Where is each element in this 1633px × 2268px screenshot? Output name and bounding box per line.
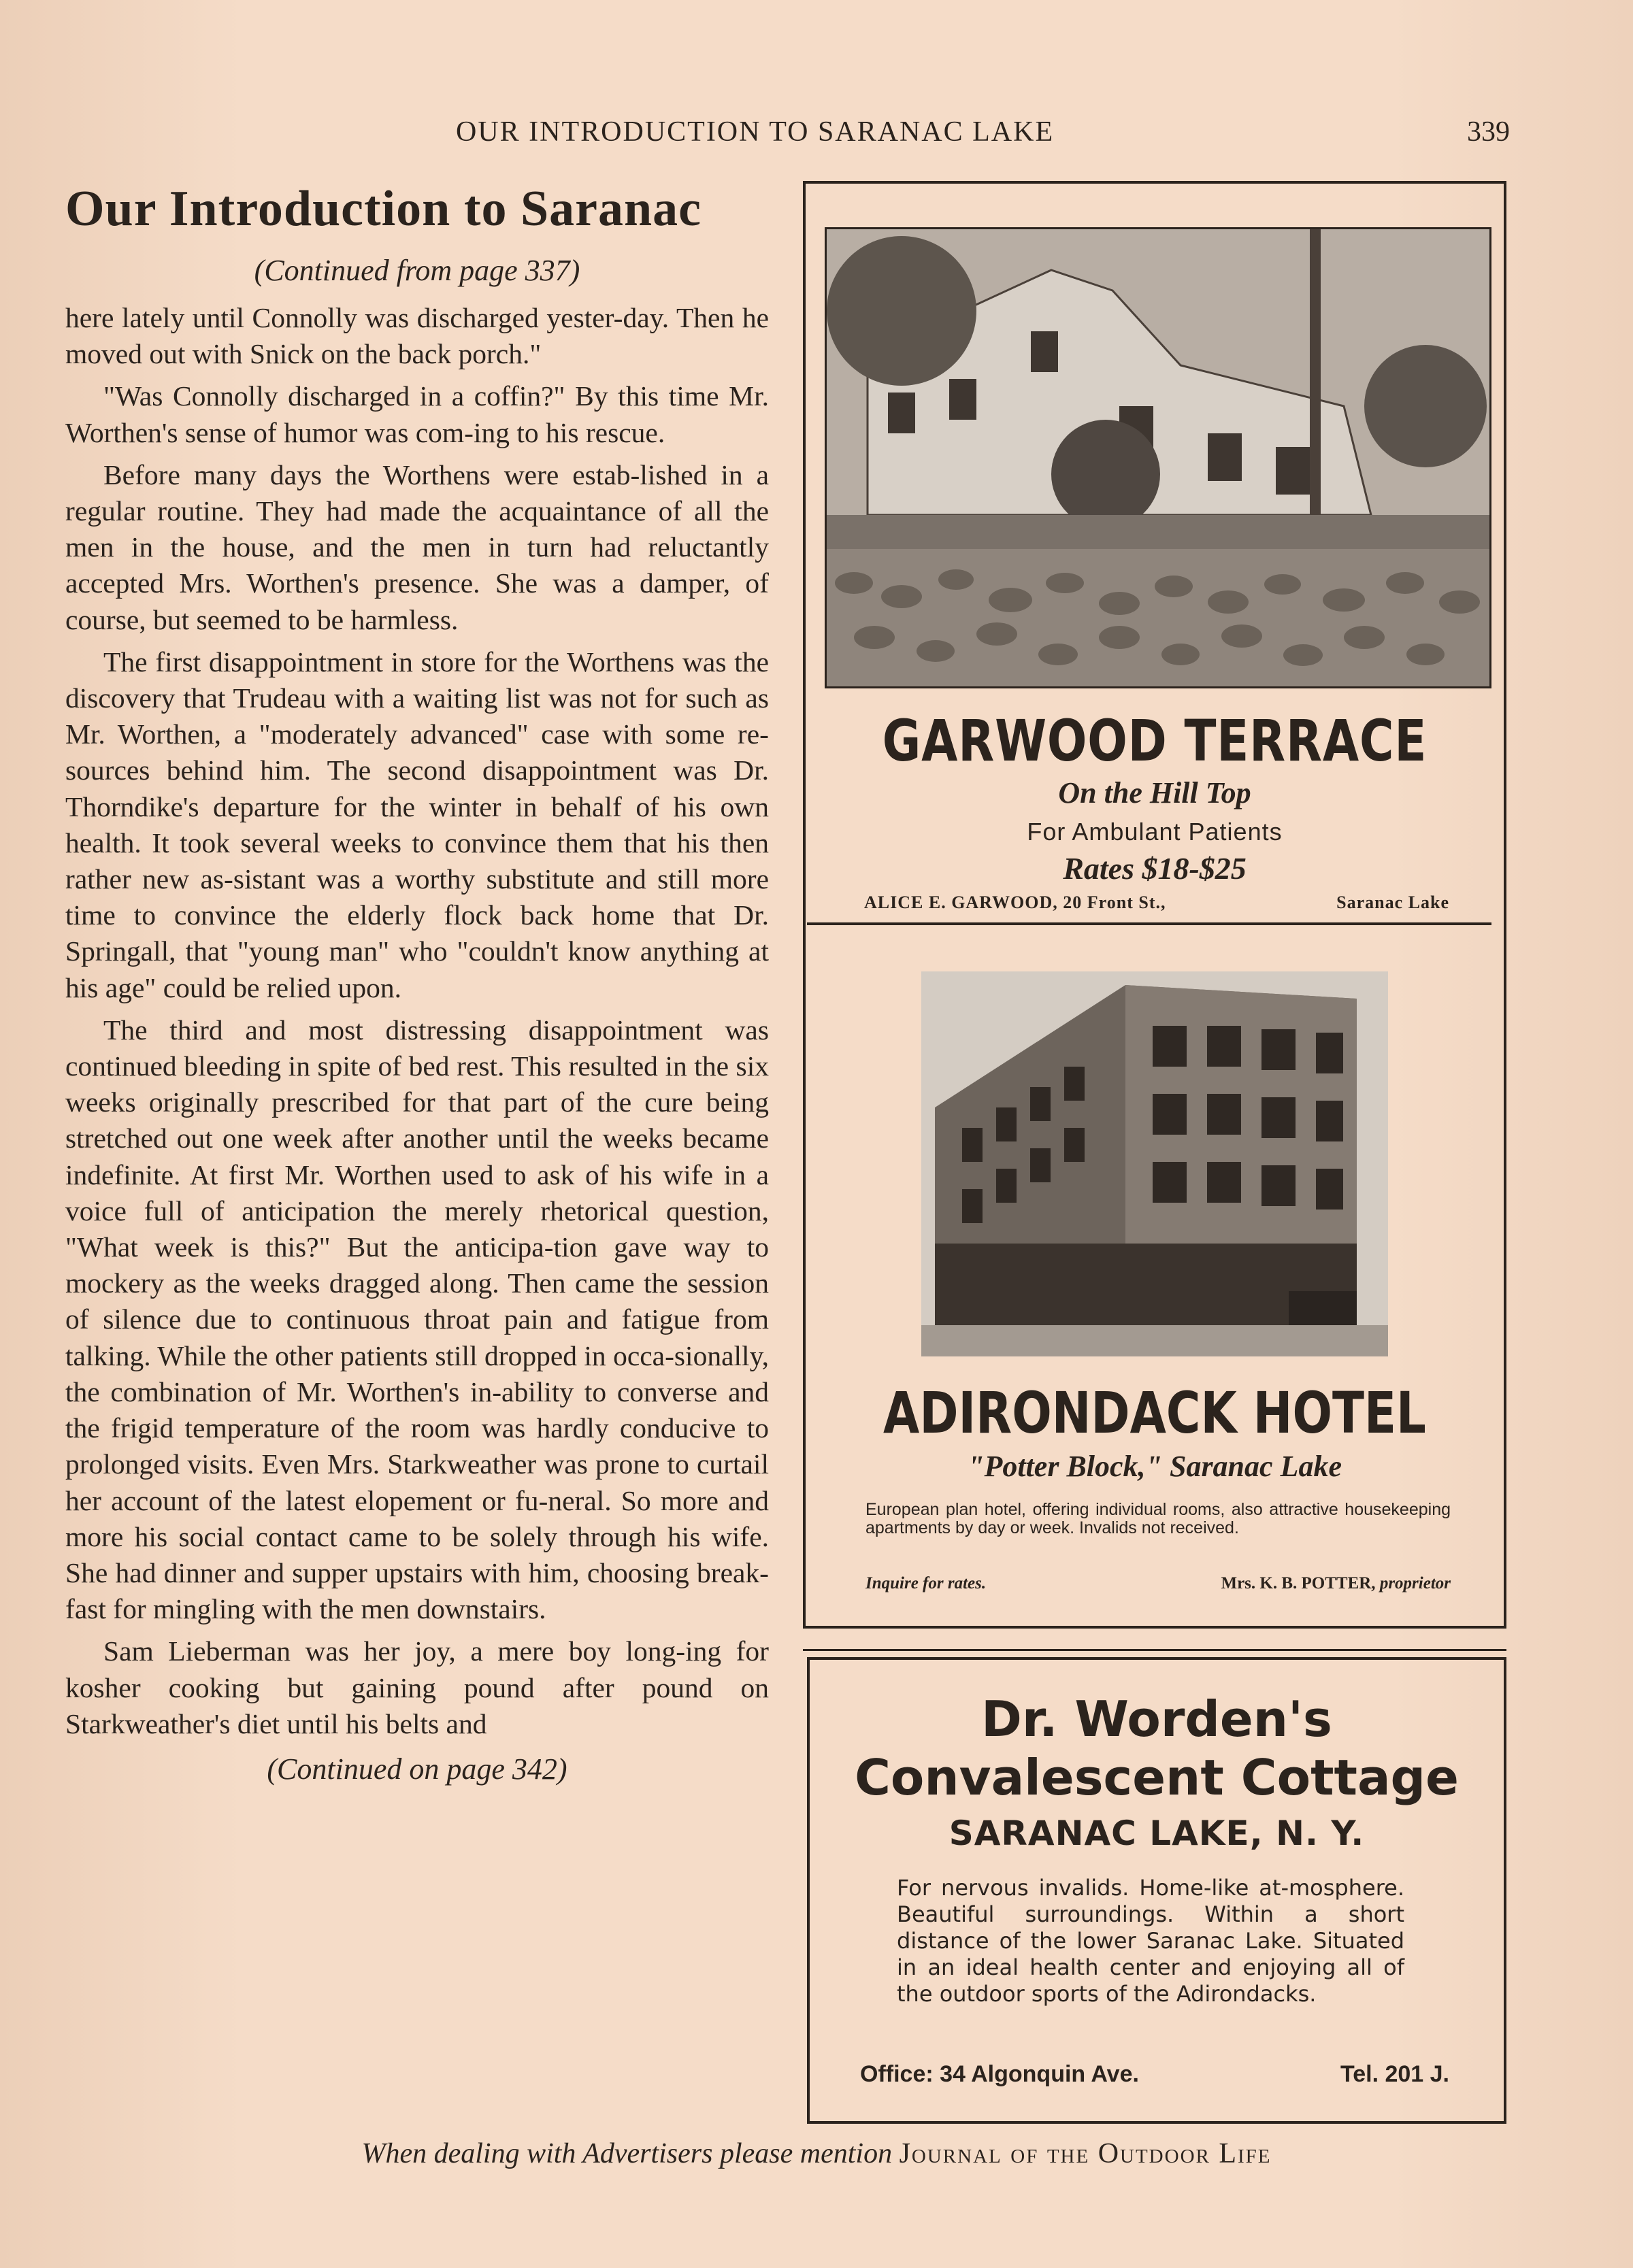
garwood-contact-name: ALICE E. GARWOOD, 20 Front St., — [864, 893, 1166, 912]
adirondack-proprietor — [1221, 1574, 1451, 1593]
article-paragraph: The first disappointment in store for the Worthens was the discovery that Trudeau with a waiting list was not for such as Mr. Worthen, a "moderately advanced" case with some re-sources behind him. The second disappointment was Dr. Thorndike's departure for the winter in behalf of his own health. It took several weeks to convince them that his then rather new as-sistant was a worthy substitute and still more time to convince the elderly flock back home that Dr. Springall, that "young man" who "couldn't know anything at his age" could be relied upon. — [65, 646, 769, 1003]
article-paragraph: "Was Connolly discharged in a coffin?" By this time Mr. Worthen's sense of humor was com-ing to his rescue. — [65, 380, 769, 448]
worden-city: SARANAC LAKE, N. Y. — [949, 1814, 1365, 1853]
worden-office: Office: 34 Algonquin Ave. — [860, 2061, 1139, 2087]
garwood-terrace-photo — [825, 227, 1491, 688]
continued-from-note: (Continued from page 337) — [254, 254, 580, 287]
continued-on-note: (Continued on page 342) — [267, 1752, 567, 1786]
garwood-building-illustration — [827, 229, 1489, 686]
worden-title-line-1: Dr. Worden's — [981, 1690, 1332, 1748]
worden-title-line-2: Convalescent Cottage — [855, 1749, 1459, 1806]
article-paragraph: here lately until Connolly was discharged yester-day. Then he moved out with Snick on the back porch." — [65, 302, 769, 370]
article-paragraph: The third and most distressing disappointment was continued bleeding in spite of bed rest. This resulted in the six weeks originally prescribed for that part of the cure being stretched out one week after another until the weeks became indefinite. At first Mr. Worthen used to ask of his wife in a voice full of anticipation the merely rhetorical question, "What week is this?" But the anticipa-tion gave way to mockery as the weeks dragged along. Then came the session of silence due to continuous throat pain and fatigue from talking. While the other patients still dropped in occa-sionally, the combination of Mr. Worthen's in-ability to converse and the frigid temperature of the room was hardly conducive to prolonged visits. Even Mrs. Starkweather was prone to curtail her account of the latest elopement or fu-neral. So more and more his social contact came to be solely through his wife. She had dinner and supper upstairs with him, choosing break-fast for mingling with the men downstairs. — [65, 1014, 769, 1625]
adirondack-building-illustration — [921, 971, 1388, 1356]
adirondack-hotel-photo — [921, 971, 1388, 1356]
worden-title — [807, 1690, 1506, 1807]
article-body — [65, 300, 769, 1742]
adirondack-title: ADIRONDACK HOTEL — [883, 1380, 1426, 1446]
page-number: 339 — [1467, 116, 1510, 148]
garwood-contact — [864, 893, 1449, 913]
garwood-ambulant: For Ambulant Patients — [1027, 818, 1283, 846]
adirondack-proprietor-title: proprietor — [1379, 1574, 1451, 1592]
article-paragraph: Sam Lieberman was her joy, a mere boy long-ing for kosher cooking but gaining pound after pound on Starkweather's diet until his belts and — [65, 1635, 769, 1739]
garwood-contact-city: Saranac Lake — [1336, 893, 1449, 912]
garwood-title: GARWOOD TERRACE — [882, 707, 1428, 774]
running-head — [0, 116, 1558, 150]
adirondack-description: European plan hotel, offering individual rooms, also attractive housekeeping apartments by day or week. Invalids not received. — [865, 1500, 1451, 1537]
article-title: Our Introduction to Saranac — [65, 181, 702, 237]
worden-description: For nervous invalids. Home-like at-mosphere. Beautiful surroundings. Within a short distance of the lower Saranac Lake. Situated in an ideal health center and enjoying all of the outdoor sports of the Adirondacks. — [897, 1875, 1404, 2007]
footer-note — [0, 2137, 1633, 2170]
adirondack-inquire: Inquire for rates. — [865, 1574, 987, 1592]
article-column — [65, 178, 769, 1786]
worden-top-rule — [803, 1649, 1506, 1651]
footer-journal-name: Journal of the Outdoor Life — [899, 2138, 1272, 2169]
ad-divider — [807, 922, 1491, 925]
article-paragraph: Before many days the Worthens were estab-lished in a regular routine. They had made the acquaintance of all the men in the house, and the men in turn had reluctantly accepted Mrs. Worthen's presence. She was a damper, of course, but seemed to be harmless. — [65, 458, 769, 635]
garwood-rates: Rates $18-$25 — [1063, 851, 1247, 886]
adirondack-footer — [865, 1574, 1451, 1593]
footer-note-text: When dealing with Advertisers please mention — [361, 2138, 893, 2169]
worden-tel: Tel. 201 J. — [1340, 2061, 1449, 2087]
worden-footer — [860, 2061, 1449, 2088]
garwood-hilltop: On the Hill Top — [1058, 776, 1251, 810]
adirondack-proprietor-name: Mrs. K. B. POTTER, — [1221, 1574, 1376, 1592]
adirondack-subtitle: "Potter Block," Saranac Lake — [968, 1450, 1342, 1483]
running-title: OUR INTRODUCTION TO SARANAC LAKE — [456, 116, 1055, 148]
